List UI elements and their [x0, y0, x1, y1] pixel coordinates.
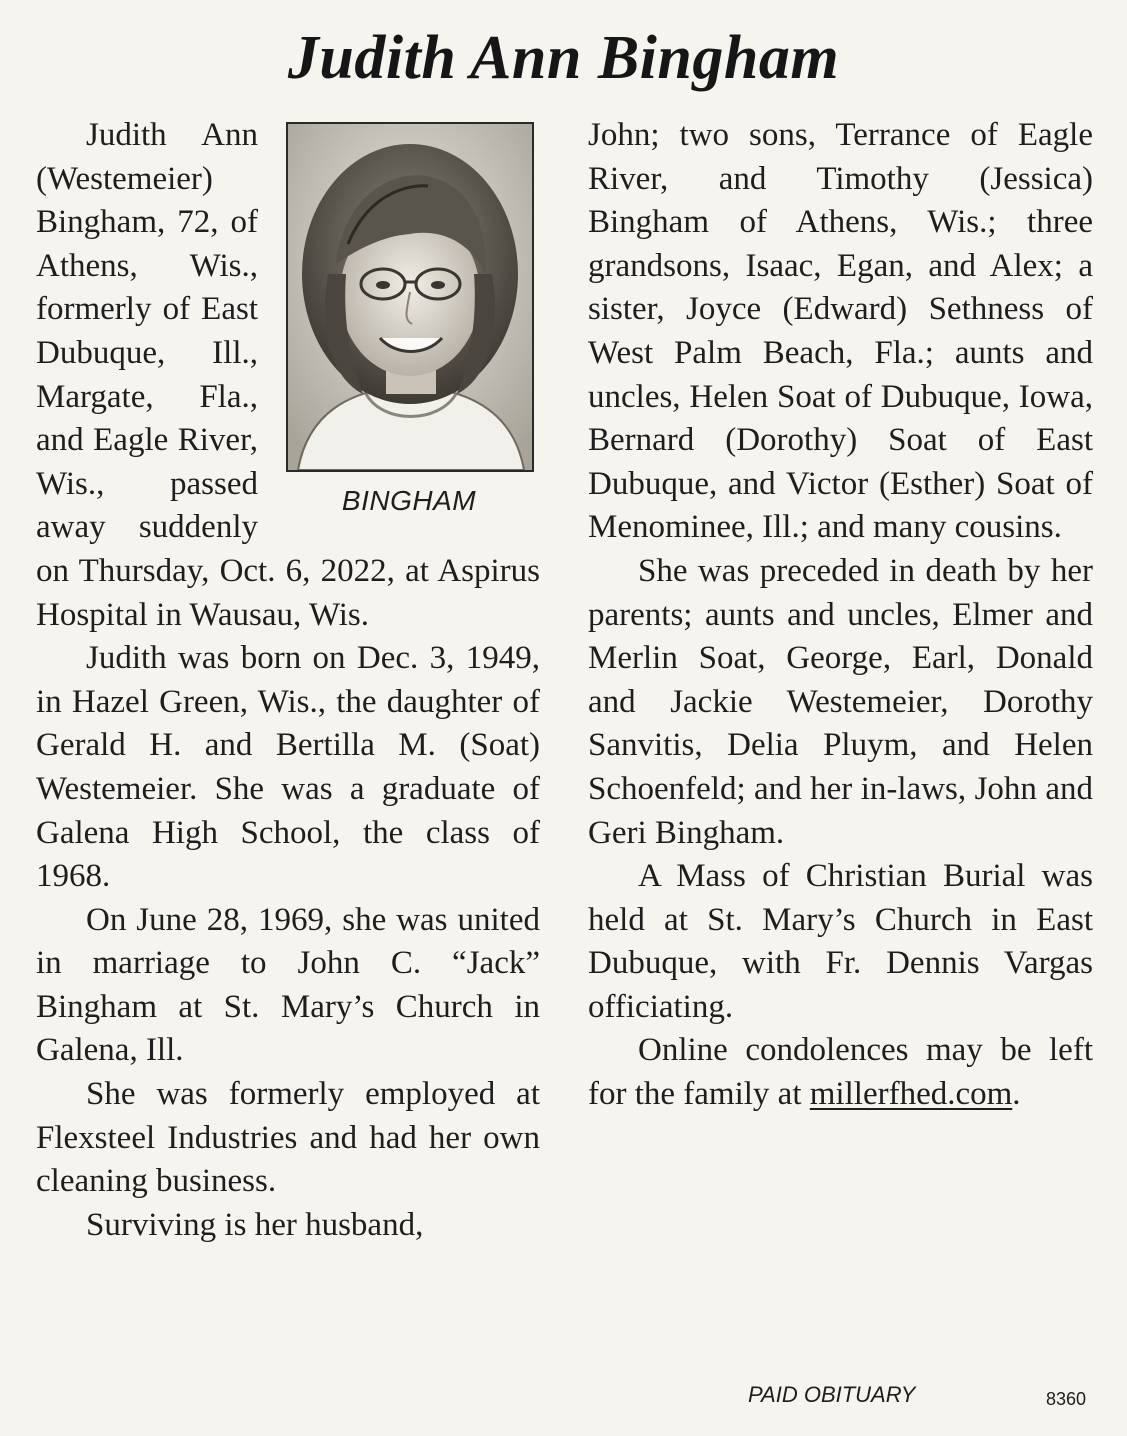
survivors-paragraph-continued: John; two sons, Terrance of Eagle River, and Timothy (Jessica) Bingham of Athens, Wis.; three grandsons, Isaac, Egan, and Alex; a sister, Joyce (Edward) Sethness of West Palm Beach, Fla.; aunts and uncles, Helen Soat of Dubuque, Iowa, Bernard (Dorothy) Soat of East Dubuque, and Victor (Esther) Soat of Menominee, Ill.; and many cousins.	[588, 117, 1093, 546]
funeral-home-link[interactable]: millerfhed.com	[809, 1076, 1013, 1113]
intro-paragraph: Judith Ann (Westemeier) Bingham, 72, of Athens, Wis., formerly of East Dubuque, Ill., Margate, Fla., and Eagle River, Wis., passed away suddenly on Thursday, Oct. 6, 2022, at Aspirus Hospital in Wausau, Wis.	[36, 117, 540, 633]
ad-code: 8360	[1046, 1389, 1087, 1409]
obituary-title: Judith Ann Bingham	[287, 24, 840, 92]
preceded-paragraph: She was preceded in death by her parents; aunts and uncles, Elmer and Merlin Soat, George, Earl, Donald and Jackie Westemeier, Dorothy Sanvitis, Delia Pluym, and Helen Schoenfeld; and her in-laws, John and Geri Bingham.	[588, 552, 1093, 851]
survivors-paragraph-start: Surviving is her husband,	[86, 1206, 424, 1243]
condolences-text: Online condolences may be left for the family at	[588, 1032, 1093, 1113]
employment-paragraph: She was formerly employed at Flexsteel Industries and had her own cleaning business.	[36, 1076, 540, 1200]
photo-caption: BINGHAM	[341, 485, 477, 516]
condolences-end: .	[1012, 1076, 1021, 1113]
marriage-paragraph: On June 28, 1969, she was united in marriage to John C. “Jack” Bingham at St. Mary’s Church in Galena, Ill.	[36, 901, 540, 1069]
portrait-block	[278, 114, 540, 532]
birth-paragraph: Judith was born on Dec. 3, 1949, in Hazel Green, Wis., the daughter of Gerald H. and Bertilla M. (Soat) Westemeier. She was a graduate of Galena High School, the class of 1968.	[36, 640, 540, 895]
condolences-paragraph	[588, 1029, 1093, 1116]
right-column	[588, 114, 1093, 1117]
paid-obituary-label: PAID OBITUARY	[748, 1382, 916, 1407]
left-column	[36, 114, 540, 1247]
portrait-illustration	[288, 124, 532, 470]
mass-paragraph: A Mass of Christian Burial was held at St. Mary’s Church in East Dubuque, with Fr. Dennis Vargas officiating.	[588, 858, 1093, 1025]
portrait-photo	[286, 122, 534, 472]
